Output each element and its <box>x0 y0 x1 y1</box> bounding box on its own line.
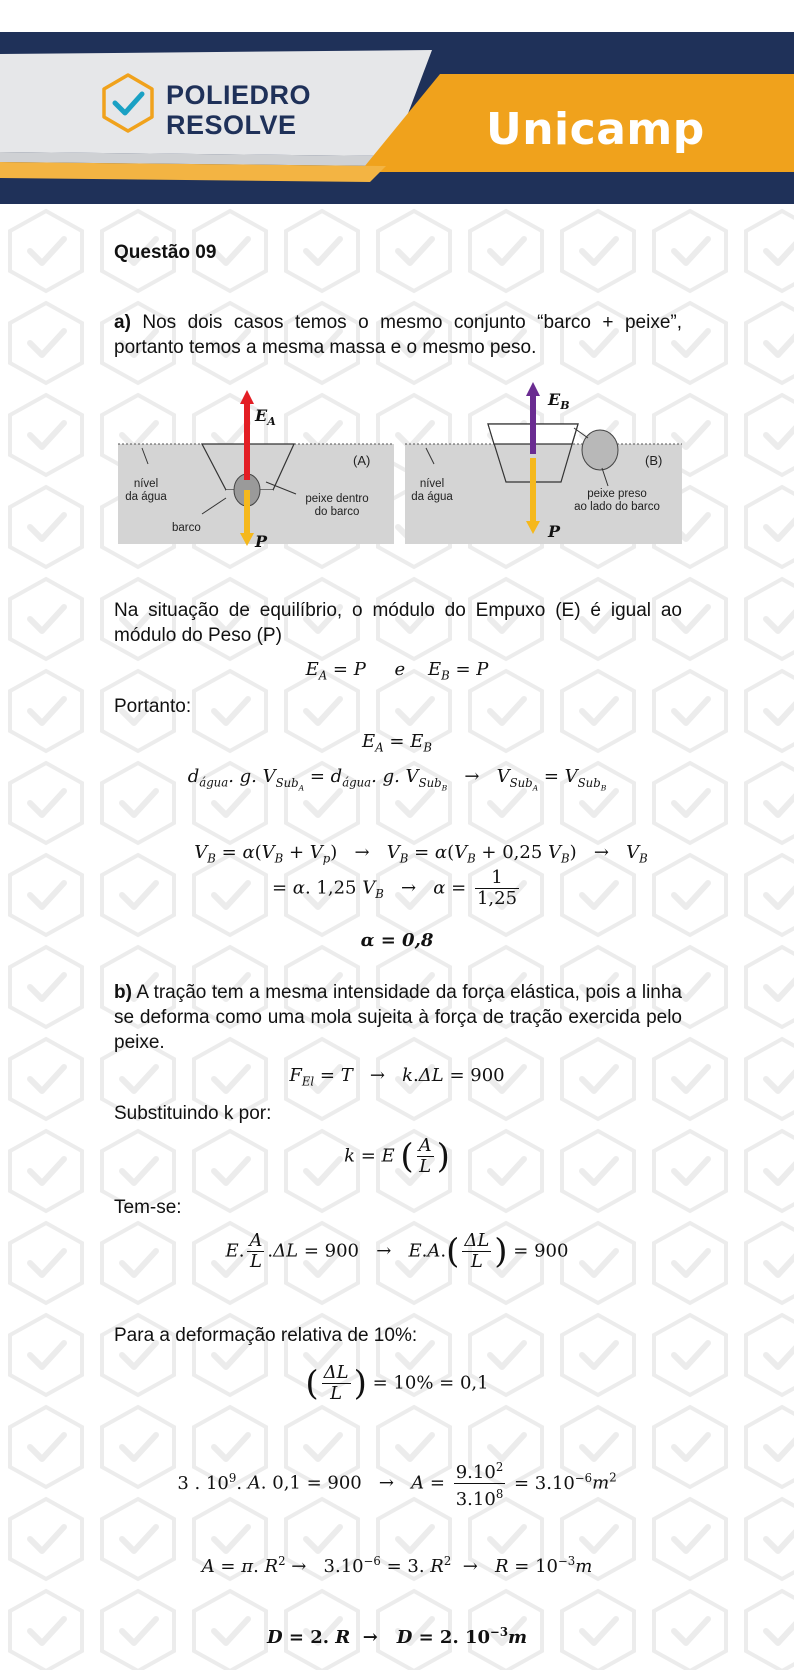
panel-a-boat-label: barco <box>172 522 201 534</box>
alpha-result: α = 0,8 <box>360 930 434 951</box>
weight-b-label: P <box>548 522 561 541</box>
tem-se-label: Tem-se: <box>114 1197 182 1218</box>
substituindo-label: Substituindo k por: <box>114 1103 272 1124</box>
part-b-label: b) <box>114 982 132 1003</box>
equation-submerged-volume: $d_{água}$. g. $V_{Sub_A} = d_{água}$. g. $V_{Sub_B} \to V_{Sub_A} = V_{Sub_B}$ <box>187 766 607 792</box>
equilibrium-paragraph: Na situação de equilíbrio, o módulo do Empuxo (E) é igual ao módulo do Peso (P) <box>114 600 682 646</box>
equation-alpha-line1: $V_B = \alpha(V_B + V_p)$ → $V_B = \alpha(V_B + 0,25$ $V_B$) → $V_B$ <box>194 842 648 866</box>
part-b-paragraph <box>114 980 682 1055</box>
part-b-text: A tração tem a mesma intensidade da força elástica, pois a linha se deforma como uma mola sujeita à força de tração exercida pelo peixe. <box>114 982 682 1053</box>
equation-radius: A = π. $R^2$ → $3.10^{-6} = 3$. $R^2 \to R = 10^{-3}m$ <box>201 1554 593 1577</box>
weight-a-label: P <box>255 532 268 551</box>
equation-area: 3 . $10^9$. A. 0,1 = 900 → A = $\frac{9.10^2}{3.10^8}$ = $3.10^{-6}m^2$ <box>0 1457 794 1510</box>
buoyancy-b-label: $E_B$ <box>548 390 570 413</box>
equation-equilibrium: $E_A = P$ e $E_B = P$ <box>305 659 489 683</box>
part-a-label: a) <box>114 312 131 333</box>
question-title: Questão 09 <box>114 242 217 263</box>
panel-a-tag: (A) <box>353 453 371 468</box>
panel-b-fish-label: peixe preso ao lado do barco <box>574 488 660 513</box>
brand-line-2: RESOLVE <box>166 110 297 140</box>
deformacao-label: Para a deformação relativa de 10%: <box>114 1325 418 1346</box>
equation-ea-eb: $E_A = E_B$ <box>362 731 432 755</box>
buoyancy-a-label: $E_A$ <box>255 406 276 429</box>
equation-substituted: E. $\frac{A}{L}$ .ΔL = 900 → E.A.( $\frac{\Delta L}{L}$ ) = 900 <box>225 1230 569 1272</box>
panel-b-tag: (B) <box>645 453 663 468</box>
boat-figure <box>118 382 682 552</box>
equation-relative-deformation: ( $\frac{\Delta L}{L}$ ) = 10% = 0,1 <box>305 1362 489 1404</box>
panel-a-fish-label: peixe dentro do barco <box>305 493 369 518</box>
panel-a-water-label: nível da água <box>125 478 167 503</box>
brand-logo-text <box>166 80 311 140</box>
equation-diameter: D = 2. R → D = 2. $10^{-3}m$ <box>266 1625 528 1648</box>
panel-b-water-label: nível da água <box>411 478 453 503</box>
equation-k-definition: k = E ( $\frac{A}{L}$ ) <box>344 1135 450 1177</box>
poliedro-check-icon <box>100 72 156 134</box>
part-a-paragraph <box>114 310 682 360</box>
exam-name: Unicamp <box>486 104 705 155</box>
equation-elastic-force: $F_{El} = T \to k.\Delta L = 900$ <box>289 1065 505 1089</box>
page-header <box>0 32 794 204</box>
boat-diagram <box>118 382 682 552</box>
portanto-label: Portanto: <box>114 696 192 717</box>
equation-alpha-line2: = α. 1,25 $V_B$ → α = $\frac{1}{1,25}$ <box>271 867 518 909</box>
part-a-text: Nos dois casos temos o mesmo conjunto “barco + peixe”, portanto temos a mesma massa e o mesmo peso. <box>114 312 682 358</box>
brand-line-1: POLIEDRO <box>166 80 312 110</box>
